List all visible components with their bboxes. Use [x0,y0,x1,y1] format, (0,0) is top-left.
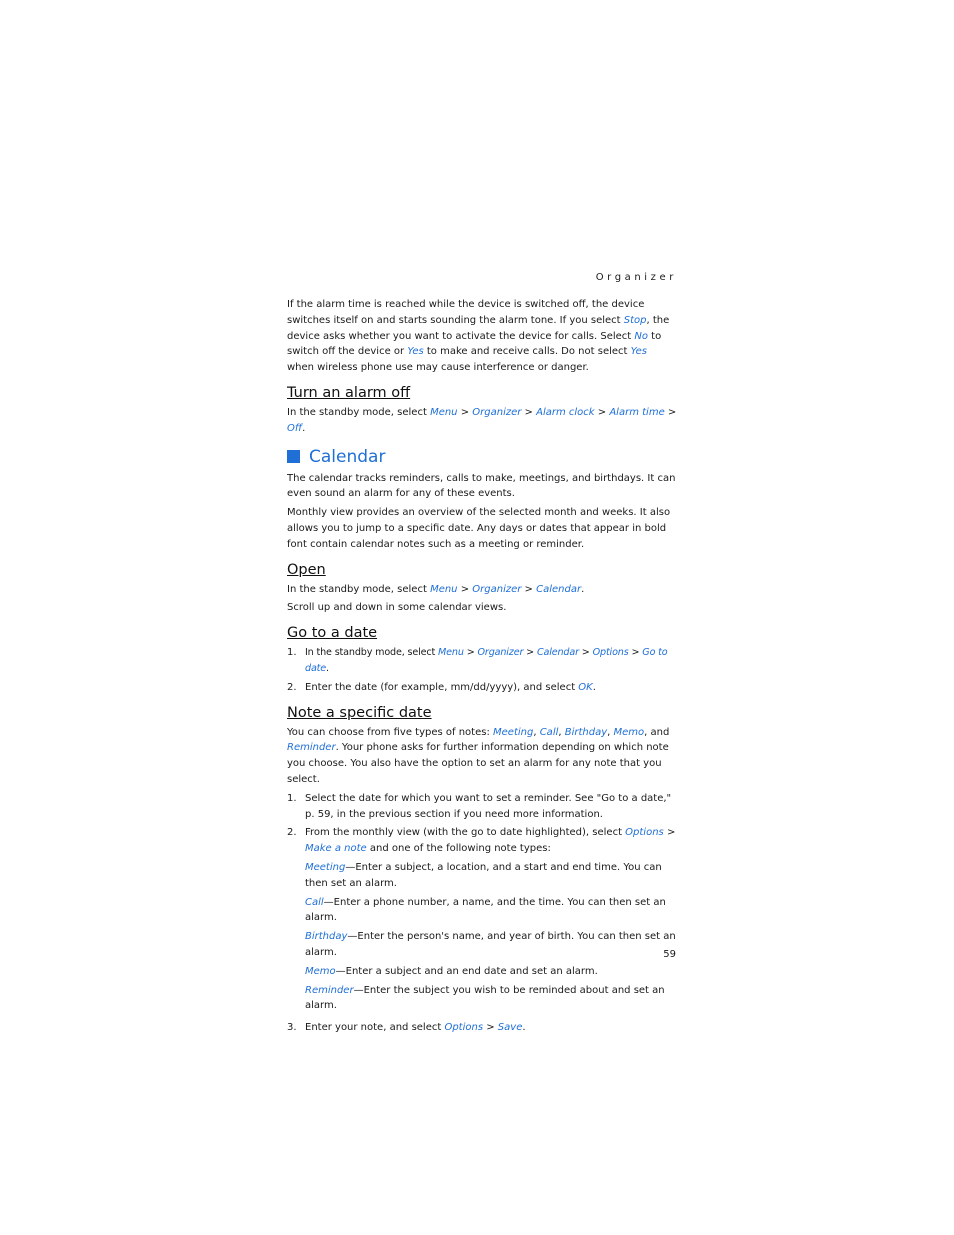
menu-option: Menu [430,406,458,418]
list-item: 1. In the standby mode, select Menu > Organizer > Calendar > Options > Go to date. [287,647,668,674]
turn-alarm-off-paragraph: In the standby mode, select Menu > Organizer > Alarm clock > Alarm time > Off. [287,406,677,434]
memo-option: Memo [613,726,645,738]
organizer-option: Organizer [477,647,524,659]
organizer-option: Organizer [472,583,522,595]
options-option: Options [444,1022,484,1034]
yes-option: Yes [407,346,424,358]
save-option: Save [497,1022,523,1034]
calendar-heading: Calendar [287,446,677,468]
note-steps [287,791,677,1036]
call-option: Call [539,726,559,738]
birthday-option: Birthday [564,726,608,738]
note-type-birthday: Birthday—Enter the person's name, and year of birth. You can then set an alarm. [305,931,676,958]
calendar-option: Calendar [536,583,582,595]
section-heading-open: Open [287,561,326,578]
note-paragraph: You can choose from five types of notes: Meeting, Call, Birthday, Memo, and Reminder. Your phone asks for further information depending on which note you choose. You also have the option to set an alarm for any note that you select. [287,726,670,785]
menu-option: Menu [438,647,464,659]
list-item: 2. Enter the date (for example, mm/dd/yyyy), and select OK. [287,681,596,693]
yes-option: Yes [630,346,648,358]
ok-option: OK [578,681,593,693]
reminder-option: Reminder [287,742,336,754]
make-a-note-option: Make a note [305,843,367,855]
open-paragraph: In the standby mode, select Menu > Organizer > Calendar. [287,583,585,595]
calendar-paragraph-2: Monthly view provides an overview of the selected month and weeks. It also allows you to jump to a specific date. Any days or dates that appear in bold font contain calendar notes such as a meeting or reminder. [287,507,671,550]
alarm-clock-option: Alarm clock [536,406,595,418]
list-item: 3. Enter your note, and select Options > Save. [287,1022,526,1034]
note-type-call: Call—Enter a phone number, a name, and the time. You can then set an alarm. [305,896,666,924]
stop-option: Stop [623,314,647,326]
organizer-option: Organizer [472,406,522,418]
note-type-meeting: Meeting—Enter a subject, a location, and a start and end time. You can then set an alarm. [305,861,662,889]
note-type-reminder: Reminder—Enter the subject you wish to be reminded about and set an alarm. [305,984,665,1012]
running-head: Organizer [595,272,677,283]
intro-paragraph: If the alarm time is reached while the device is switched off, the device switches itself on and starts sounding the alarm tone. If you select Stop, the device asks whether you want to activate the device for calls. Select No to switch off the device or Yes to make and receive calls. Do not select Yes when wireless phone use may cause interference or danger. [287,299,670,374]
scroll-paragraph: Scroll up and down in some calendar views. [287,602,507,614]
alarm-time-option: Alarm time [609,406,665,418]
menu-option: Menu [430,583,458,595]
no-option: No [634,330,648,342]
section-heading-go-to-date: Go to a date [287,625,378,642]
page-content [287,272,677,1039]
list-item: 1. Select the date for which you want to set a reminder. See "Go to a date," p. 59, in the previous section if you need more information. [287,792,672,820]
section-heading-note-specific-date: Note a specific date [287,704,432,721]
options-option: Options [592,647,629,659]
list-item: 2. From the monthly view (with the go to date highlighted), select Options > Make a note and one of the following note types: Meeting—Enter a subject, a location, and a start and end time. You can then set an alarm. Call—Enter a phone number, a name, and the time. You can then set an alarm. Birthday—Enter the person's name, and year of birth. You can then set an alarm. Memo—Enter a subject and an end date and set an alarm. Reminder—Enter the subject you wish to be reminded about and set an alarm. [287,825,677,1017]
calendar-option: Calendar [536,647,579,659]
options-option: Options [625,827,664,839]
go-to-date-steps [287,645,677,695]
page-number: 59 [663,949,676,960]
go-to-date-option: Go to date [305,647,668,674]
meeting-option: Meeting [493,726,534,738]
note-type-memo: Memo—Enter a subject and an end date and set an alarm. [305,965,598,977]
calendar-paragraph-1: The calendar tracks reminders, calls to make, meetings, and birthdays. It can even sound an alarm for any of these events. [287,472,676,500]
section-heading-turn-alarm-off: Turn an alarm off [287,384,411,401]
square-bullet-icon [287,450,300,463]
off-option: Off [287,422,303,434]
